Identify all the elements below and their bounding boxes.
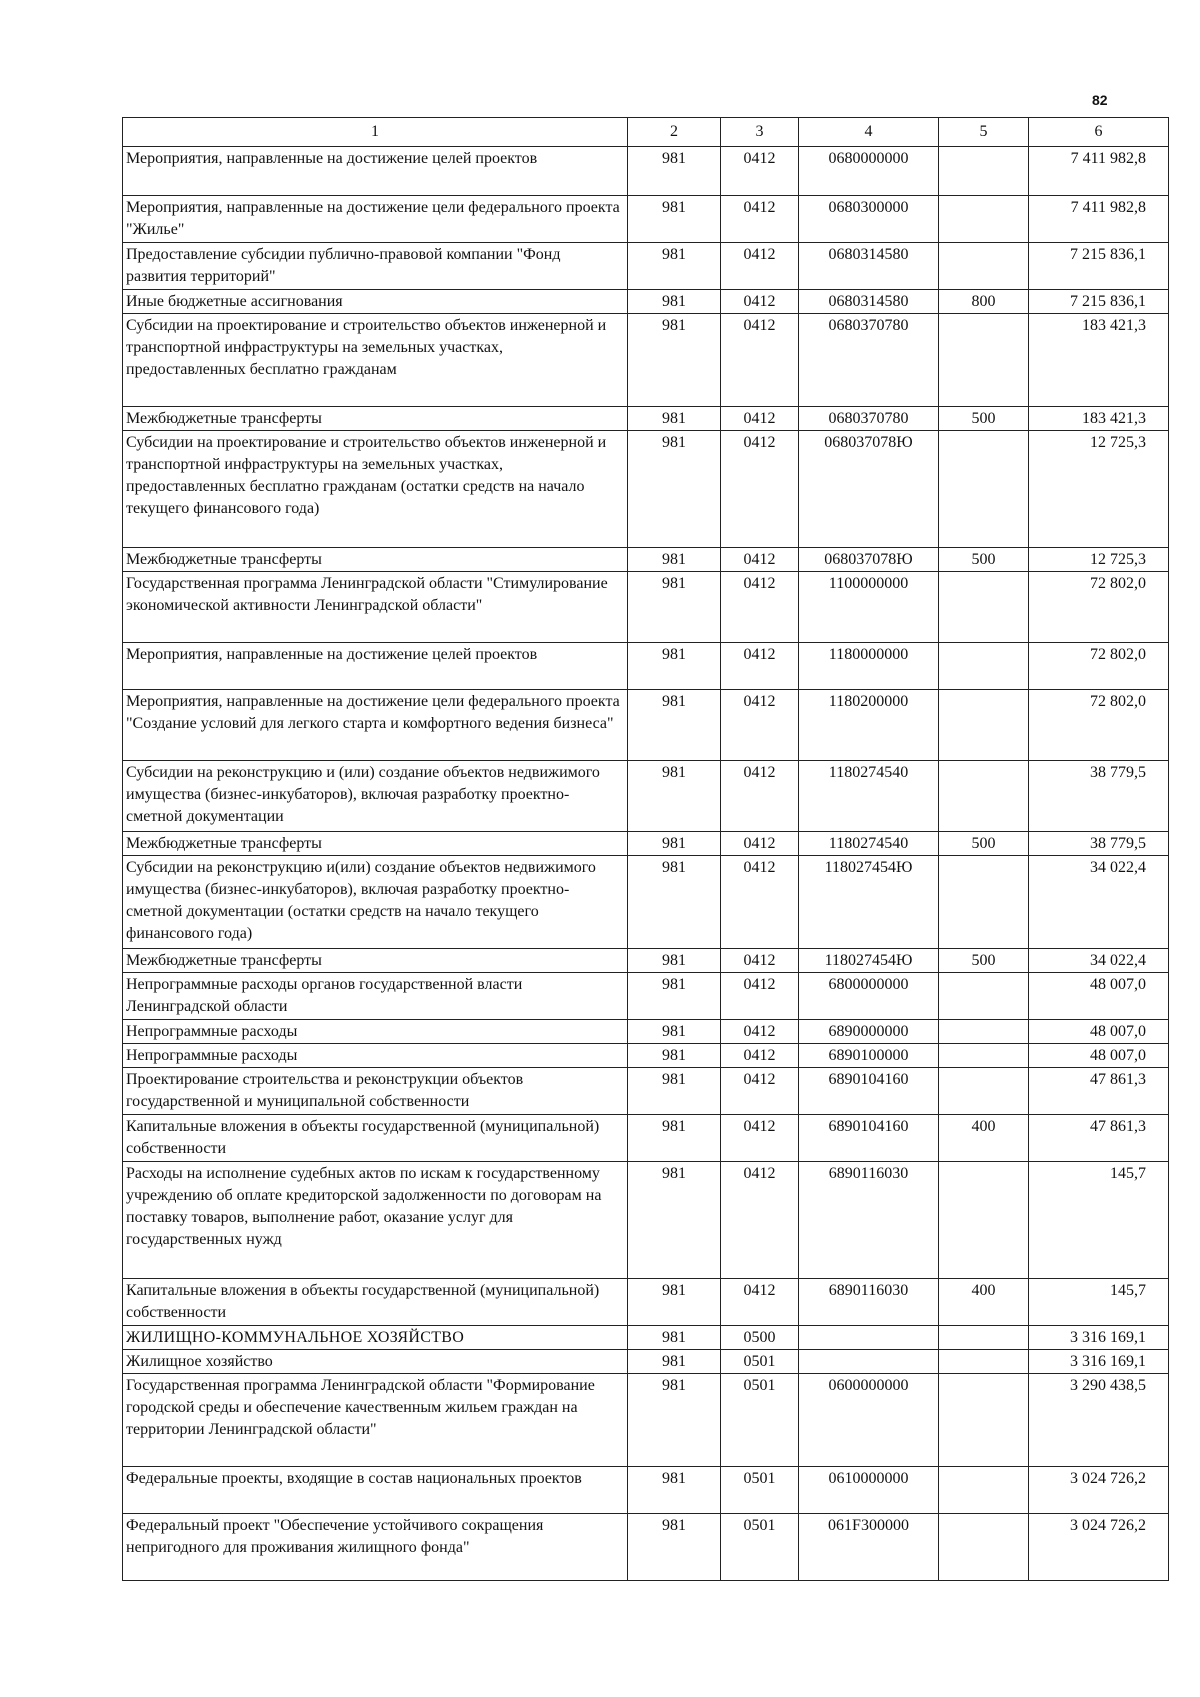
grbs-cell: 981 [628,643,721,690]
expense-name-cell: Непрограммные расходы [123,1020,628,1044]
target-article-cell: 6890000000 [799,1020,939,1044]
grbs-cell: 981 [628,243,721,290]
target-article-cell: 1180274540 [799,761,939,832]
table-row [123,690,1169,761]
expense-type-cell [939,572,1029,643]
expense-type-cell: 500 [939,548,1029,572]
section-code-cell: 0412 [721,832,799,856]
amount-cell: 3 316 169,1 [1029,1350,1169,1374]
amount-cell: 38 779,5 [1029,832,1169,856]
expense-type-cell: 500 [939,407,1029,431]
expense-name-cell: Иные бюджетные ассигнования [123,290,628,314]
column-header: 6 [1029,118,1169,147]
expense-name-cell: Межбюджетные трансферты [123,949,628,973]
expense-type-cell [939,243,1029,290]
amount-cell: 3 316 169,1 [1029,1326,1169,1350]
grbs-cell: 981 [628,973,721,1020]
amount-cell: 3 290 438,5 [1029,1374,1169,1467]
target-article-cell: 118027454Ю [799,949,939,973]
page-number: 82 [1092,92,1108,108]
section-code-cell: 0412 [721,572,799,643]
section-code-cell: 0412 [721,1115,799,1162]
expense-name-cell: Проектирование строительства и реконструкции объектов государственной и муниципальной собственности [123,1068,628,1115]
target-article-cell: 0680370780 [799,407,939,431]
grbs-cell: 981 [628,1279,721,1326]
amount-cell: 72 802,0 [1029,690,1169,761]
expense-name-cell: Субсидии на проектирование и строительство объектов инженерной и транспортной инфраструктуры на земельных участках, предоставленных бесплатно гражданам [123,314,628,407]
section-code-cell: 0412 [721,1068,799,1115]
target-article-cell: 0680370780 [799,314,939,407]
amount-cell: 12 725,3 [1029,548,1169,572]
table-row [123,290,1169,314]
expense-name-cell: Межбюджетные трансферты [123,832,628,856]
grbs-cell: 981 [628,1326,721,1350]
expense-type-cell [939,1068,1029,1115]
target-article-cell: 6890116030 [799,1279,939,1326]
column-header: 5 [939,118,1029,147]
target-article-cell: 6800000000 [799,973,939,1020]
target-article-cell: 068037078Ю [799,548,939,572]
expense-type-cell [939,1467,1029,1514]
budget-table [122,117,1169,1581]
target-article-cell: 1180274540 [799,832,939,856]
grbs-cell: 981 [628,949,721,973]
target-article-cell: 6890104160 [799,1115,939,1162]
table-row [123,1467,1169,1514]
grbs-cell: 981 [628,1374,721,1467]
section-code-cell: 0412 [721,290,799,314]
expense-type-cell [939,856,1029,949]
table-row [123,548,1169,572]
amount-cell: 47 861,3 [1029,1068,1169,1115]
expense-type-cell: 400 [939,1115,1029,1162]
table-row [123,243,1169,290]
grbs-cell: 981 [628,1068,721,1115]
grbs-cell: 981 [628,1115,721,1162]
grbs-cell: 981 [628,196,721,243]
grbs-cell: 981 [628,431,721,548]
amount-cell: 34 022,4 [1029,949,1169,973]
expense-type-cell [939,1020,1029,1044]
expense-name-cell: Капитальные вложения в объекты государственной (муниципальной) собственности [123,1115,628,1162]
expense-name-cell: Жилищное хозяйство [123,1350,628,1374]
target-article-cell: 0680314580 [799,290,939,314]
grbs-cell: 981 [628,1350,721,1374]
expense-type-cell [939,431,1029,548]
grbs-cell: 981 [628,407,721,431]
expense-name-cell: Мероприятия, направленные на достижение целей проектов [123,147,628,196]
target-article-cell: 6890100000 [799,1044,939,1068]
table-row [123,832,1169,856]
section-code-cell: 0412 [721,973,799,1020]
table-row [123,407,1169,431]
expense-name-cell: Межбюджетные трансферты [123,407,628,431]
section-code-cell: 0412 [721,949,799,973]
column-header: 4 [799,118,939,147]
table-row [123,572,1169,643]
table-header-row [123,118,1169,147]
table-row [123,1020,1169,1044]
amount-cell: 7 215 836,1 [1029,290,1169,314]
section-code-cell: 0412 [721,314,799,407]
target-article-cell: 0600000000 [799,1374,939,1467]
section-code-cell: 0412 [721,1044,799,1068]
expense-type-cell [939,973,1029,1020]
table-row [123,1044,1169,1068]
section-code-cell: 0412 [721,761,799,832]
grbs-cell: 981 [628,548,721,572]
expense-name-cell: Субсидии на реконструкцию и (или) создание объектов недвижимого имущества (бизнес-инкубаторов), включая разработку проектно-сметной документации [123,761,628,832]
expense-name-cell: Государственная программа Ленинградской области "Стимулирование экономической активности Ленинградской области" [123,572,628,643]
section-code-cell: 0500 [721,1326,799,1350]
amount-cell: 72 802,0 [1029,572,1169,643]
table-row [123,973,1169,1020]
grbs-cell: 981 [628,832,721,856]
amount-cell: 7 411 982,8 [1029,196,1169,243]
amount-cell: 48 007,0 [1029,1020,1169,1044]
section-code-cell: 0412 [721,407,799,431]
grbs-cell: 981 [628,314,721,407]
section-code-cell: 0412 [721,548,799,572]
target-article-cell: 6890116030 [799,1162,939,1279]
expense-type-cell: 800 [939,290,1029,314]
grbs-cell: 981 [628,761,721,832]
amount-cell: 47 861,3 [1029,1115,1169,1162]
target-article-cell [799,1326,939,1350]
amount-cell: 3 024 726,2 [1029,1467,1169,1514]
expense-type-cell [939,1162,1029,1279]
grbs-cell: 981 [628,290,721,314]
amount-cell: 7 215 836,1 [1029,243,1169,290]
expense-type-cell [939,1326,1029,1350]
expense-name-cell: Мероприятия, направленные на достижение целей проектов [123,643,628,690]
target-article-cell [799,1350,939,1374]
amount-cell: 34 022,4 [1029,856,1169,949]
expense-type-cell [939,690,1029,761]
target-article-cell: 6890104160 [799,1068,939,1115]
column-header: 3 [721,118,799,147]
expense-name-cell: ЖИЛИЩНО-КОММУНАЛЬНОЕ ХОЗЯЙСТВО [123,1326,628,1350]
expense-type-cell [939,1374,1029,1467]
section-code-cell: 0412 [721,196,799,243]
table-row [123,1514,1169,1581]
section-code-cell: 0412 [721,856,799,949]
amount-cell: 48 007,0 [1029,1044,1169,1068]
expense-name-cell: Федеральные проекты, входящие в состав национальных проектов [123,1467,628,1514]
table-row [123,761,1169,832]
expense-name-cell: Расходы на исполнение судебных актов по искам к государственному учреждению об оплате кредиторской задолженности по договорам на поставку товаров, выполнение работ, оказание услуг для государственных нужд [123,1162,628,1279]
table-row [123,949,1169,973]
target-article-cell: 0680314580 [799,243,939,290]
grbs-cell: 981 [628,147,721,196]
expense-type-cell [939,761,1029,832]
grbs-cell: 981 [628,1467,721,1514]
table-row [123,431,1169,548]
target-article-cell: 118027454Ю [799,856,939,949]
amount-cell: 38 779,5 [1029,761,1169,832]
expense-name-cell: Непрограммные расходы органов государственной власти Ленинградской области [123,973,628,1020]
expense-name-cell: Субсидии на проектирование и строительство объектов инженерной и транспортной инфраструктуры на земельных участках, предоставленных бесплатно гражданам (остатки средств на начало текущего финансового года) [123,431,628,548]
section-code-cell: 0501 [721,1374,799,1467]
target-article-cell: 1180200000 [799,690,939,761]
grbs-cell: 981 [628,1514,721,1581]
expense-name-cell: Предоставление субсидии публично-правовой компании "Фонд развития территорий" [123,243,628,290]
section-code-cell: 0412 [721,431,799,548]
expense-type-cell [939,314,1029,407]
expense-type-cell [939,1514,1029,1581]
column-header: 2 [628,118,721,147]
amount-cell: 7 411 982,8 [1029,147,1169,196]
expense-type-cell: 500 [939,832,1029,856]
table-row [123,1068,1169,1115]
grbs-cell: 981 [628,856,721,949]
section-code-cell: 0412 [721,147,799,196]
target-article-cell: 0680300000 [799,196,939,243]
amount-cell: 48 007,0 [1029,973,1169,1020]
target-article-cell: 1180000000 [799,643,939,690]
amount-cell: 12 725,3 [1029,431,1169,548]
amount-cell: 145,7 [1029,1162,1169,1279]
expense-type-cell [939,196,1029,243]
grbs-cell: 981 [628,1020,721,1044]
grbs-cell: 981 [628,1162,721,1279]
expense-name-cell: Непрограммные расходы [123,1044,628,1068]
target-article-cell: 068037078Ю [799,431,939,548]
expense-name-cell: Субсидии на реконструкцию и(или) создание объектов недвижимого имущества (бизнес-инкубаторов), включая разработку проектно-сметной документации (остатки средств на начало текущего финансового года) [123,856,628,949]
target-article-cell: 1100000000 [799,572,939,643]
expense-type-cell [939,1044,1029,1068]
section-code-cell: 0501 [721,1467,799,1514]
amount-cell: 3 024 726,2 [1029,1514,1169,1581]
expense-type-cell [939,1350,1029,1374]
expense-name-cell: Межбюджетные трансферты [123,548,628,572]
expense-type-cell [939,643,1029,690]
section-code-cell: 0412 [721,243,799,290]
section-code-cell: 0412 [721,643,799,690]
section-code-cell: 0412 [721,1020,799,1044]
amount-cell: 183 421,3 [1029,314,1169,407]
section-code-cell: 0501 [721,1514,799,1581]
table-row [123,196,1169,243]
table-row [123,643,1169,690]
expense-name-cell: Федеральный проект "Обеспечение устойчивого сокращения непригодного для проживания жилищного фонда" [123,1514,628,1581]
table-row [123,1115,1169,1162]
expense-type-cell [939,147,1029,196]
table-row [123,1326,1169,1350]
target-article-cell: 0610000000 [799,1467,939,1514]
table-row [123,314,1169,407]
expense-name-cell: Государственная программа Ленинградской области "Формирование городской среды и обеспечение качественным жильем граждан на территории Ленинградской области" [123,1374,628,1467]
table-row [123,1162,1169,1279]
column-header: 1 [123,118,628,147]
target-article-cell: 0680000000 [799,147,939,196]
table-row [123,856,1169,949]
expense-type-cell: 500 [939,949,1029,973]
budget-table-body [123,118,1169,1581]
table-row [123,1350,1169,1374]
expense-type-cell: 400 [939,1279,1029,1326]
grbs-cell: 981 [628,572,721,643]
table-row [123,147,1169,196]
grbs-cell: 981 [628,690,721,761]
amount-cell: 72 802,0 [1029,643,1169,690]
amount-cell: 145,7 [1029,1279,1169,1326]
section-code-cell: 0501 [721,1350,799,1374]
expense-name-cell: Капитальные вложения в объекты государственной (муниципальной) собственности [123,1279,628,1326]
table-row [123,1279,1169,1326]
section-code-cell: 0412 [721,1279,799,1326]
grbs-cell: 981 [628,1044,721,1068]
expense-name-cell: Мероприятия, направленные на достижение цели федерального проекта "Создание условий для легкого старта и комфортного ведения бизнеса" [123,690,628,761]
target-article-cell: 061F300000 [799,1514,939,1581]
section-code-cell: 0412 [721,1162,799,1279]
table-row [123,1374,1169,1467]
expense-name-cell: Мероприятия, направленные на достижение цели федерального проекта "Жилье" [123,196,628,243]
amount-cell: 183 421,3 [1029,407,1169,431]
section-code-cell: 0412 [721,690,799,761]
